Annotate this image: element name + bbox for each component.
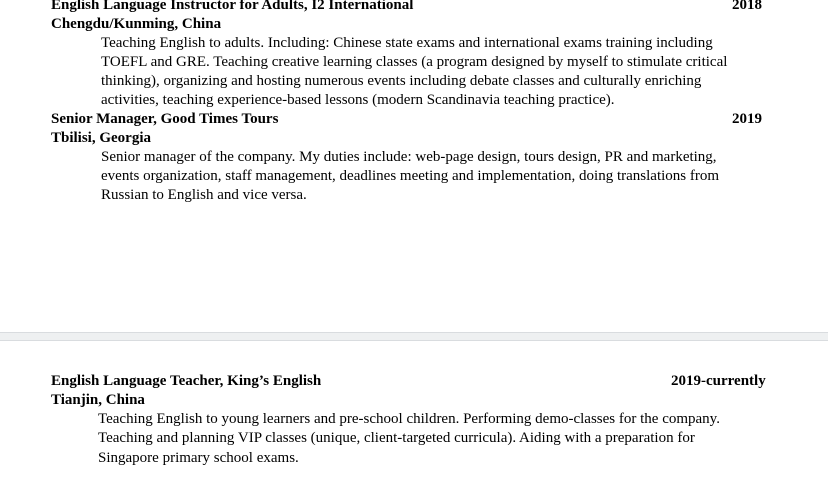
job-location: Tianjin, China xyxy=(51,392,145,408)
job-year: 2019-currently xyxy=(671,373,766,389)
job-description: Senior manager of the company. My duties include: web-page design, tours design, PR and marketing, events organization, staff management, deadlines meeting and implementation, doing translations from Russian to English and vice versa. xyxy=(101,149,720,203)
job-year: 2018 xyxy=(732,0,762,13)
job-header xyxy=(51,372,828,391)
job-description: Teaching English to young learners and pre-school children. Performing demo-classes for the company. Teaching and planning VIP classes (unique, client-targeted curricula). Aiding with a preparation for Singapore primary school exams. xyxy=(98,411,720,466)
job-header xyxy=(51,110,828,129)
job-entry-kings-english xyxy=(51,372,828,468)
job-title: English Language Instructor for Adults, I2 International xyxy=(51,0,414,13)
job-entry-good-times-tours xyxy=(51,110,828,205)
job-header xyxy=(51,0,828,15)
job-location: Chengdu/Kunming, China xyxy=(51,16,222,32)
document-page-2 xyxy=(0,341,828,491)
job-title: English Language Teacher, King’s English xyxy=(51,373,322,389)
job-title: Senior Manager, Good Times Tours xyxy=(51,111,279,127)
page-break xyxy=(0,332,828,341)
job-description: Teaching English to adults. Including: Chinese state exams and international exams training including TOEFL and GRE. Teaching creative learning classes (a program designed by myself to stimulate critical thinking), organizing and hosting numerous events including debate classes and culturally enriching activities, teaching experience-based lessons (modern Scandinavia teaching practice). xyxy=(101,35,728,108)
job-location: Tbilisi, Georgia xyxy=(51,130,152,146)
job-entry-i2-international xyxy=(51,0,828,110)
job-year: 2019 xyxy=(732,111,762,127)
